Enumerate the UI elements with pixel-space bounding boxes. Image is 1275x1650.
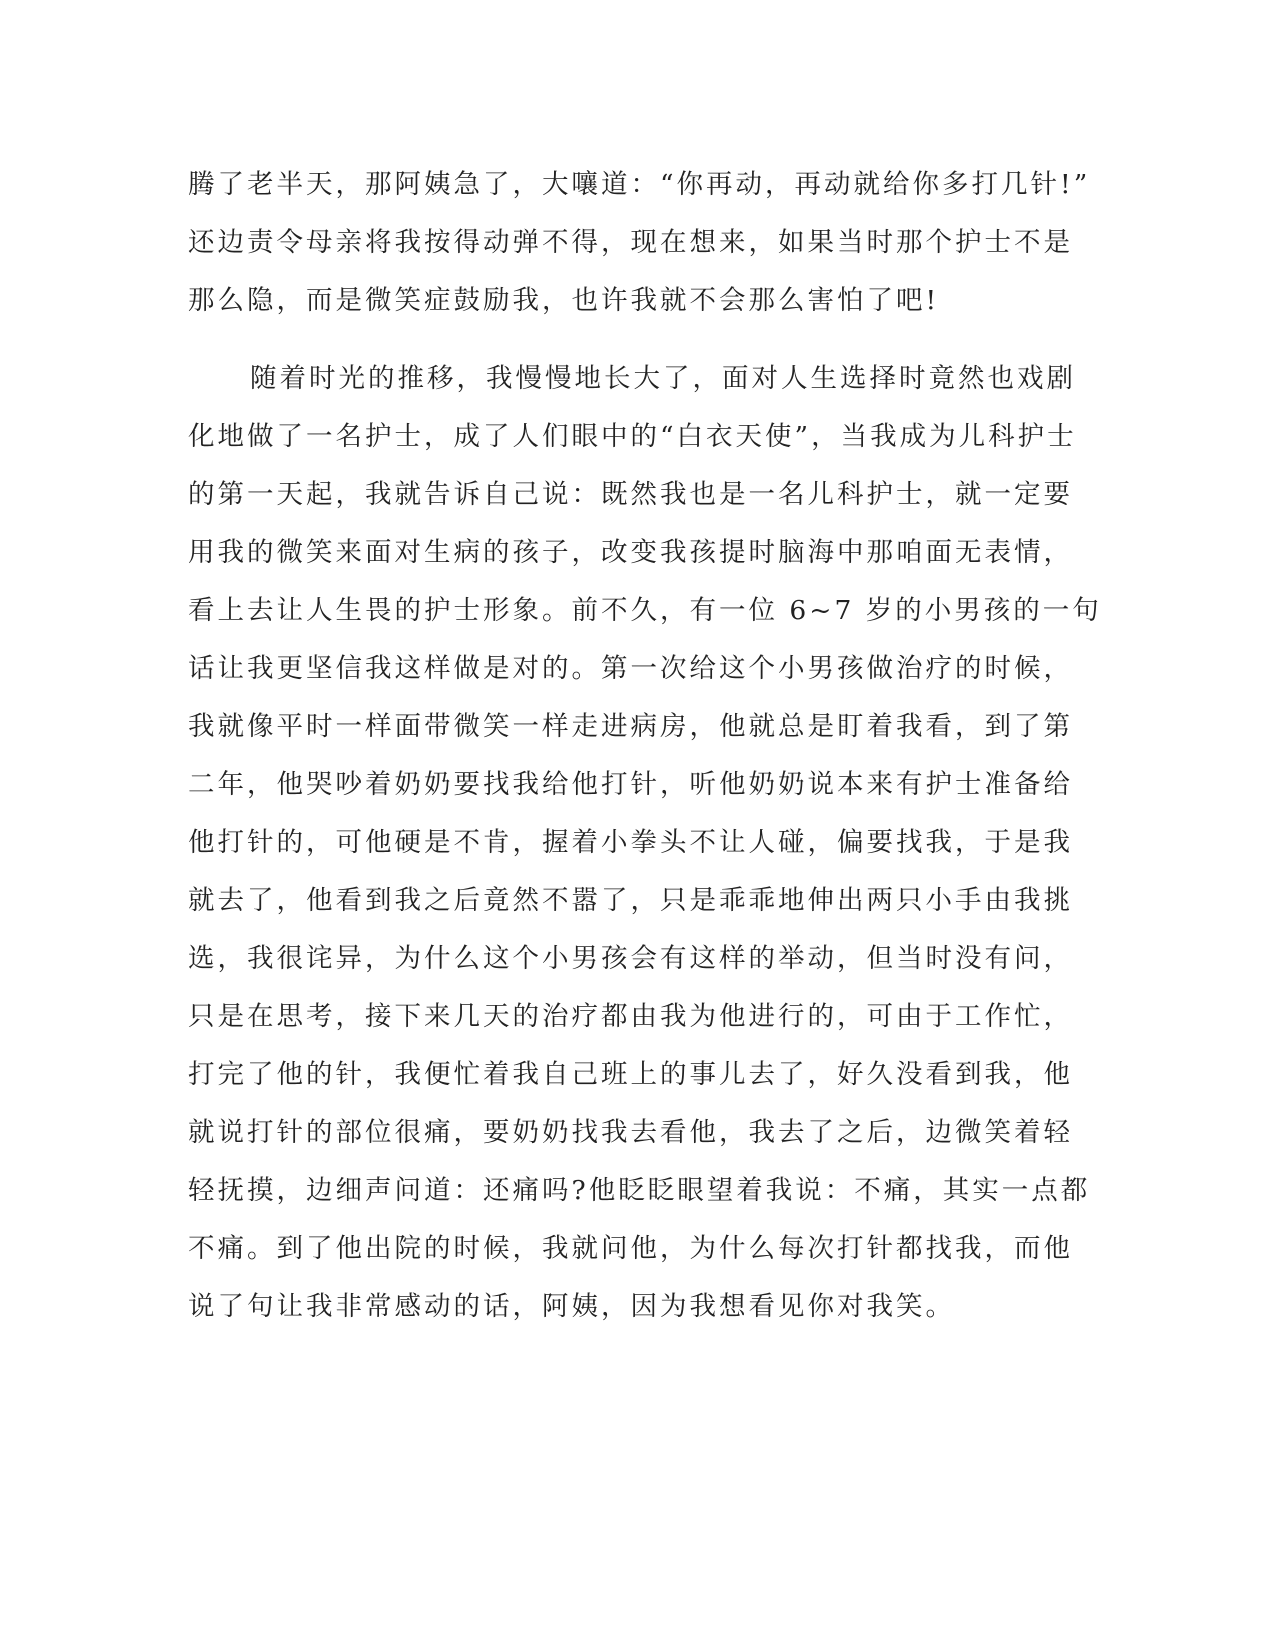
text-line: 话让我更坚信我这样做是对的。第一次给这个小男孩做治疗的时候， [188,653,1073,684]
text-line: 二年，他哭吵着奶奶要找我给他打针，听他奶奶说本来有护士准备给 [188,769,1073,800]
text-line: 用我的微笑来面对生病的孩子，改变我孩提时脑海中那咱面无表情， [188,537,1073,568]
text-line: 化地做了一名护士，成了人们眼中的“白衣天使”，当我成为儿科护士 [188,421,1077,452]
text-line: 就说打针的部位很痛，要奶奶找我去看他，我去了之后，边微笑着轻 [188,1117,1073,1148]
text-line: 看上去让人生畏的护士形象。前不久，有一位 6~7 岁的小男孩的一句 [188,595,1102,626]
text-line: 他打针的，可他硬是不肯，握着小拳头不让人碰，偏要找我，于是我 [188,827,1073,858]
text-line: 那么隐，而是微笑症鼓励我，也许我就不会那么害怕了吧! [188,285,940,316]
text-line: 的第一天起，我就告诉自己说：既然我也是一名儿科护士，就一定要 [188,479,1073,510]
text-line: 就去了，他看到我之后竟然不嚣了，只是乖乖地伸出两只小手由我挑 [188,885,1073,916]
text-line: 只是在思考，接下来几天的治疗都由我为他进行的，可由于工作忙， [188,1001,1073,1032]
text-line: 说了句让我非常感动的话，阿姨，因为我想看见你对我笑。 [188,1291,955,1322]
paragraph [188,156,1091,330]
paragraph [188,350,1102,1336]
text-line: 随着时光的推移，我慢慢地长大了，面对人生选择时竟然也戏剧 [250,363,1076,394]
text-line: 轻抚摸，边细声问道：还痛吗?他眨眨眼望着我说：不痛，其实一点都 [188,1175,1091,1206]
text-line: 我就像平时一样面带微笑一样走进病房，他就总是盯着我看，到了第 [188,711,1073,742]
text-line: 还边责令母亲将我按得动弹不得，现在想来，如果当时那个护士不是 [188,227,1073,258]
text-line: 选，我很诧异，为什么这个小男孩会有这样的举动，但当时没有问， [188,943,1073,974]
text-line: 打完了他的针，我便忙着我自己班上的事儿去了，好久没看到我，他 [188,1059,1073,1090]
text-line: 腾了老半天，那阿姨急了，大嚷道：“你再动，再动就给你多打几针!” [188,169,1091,200]
document-body [188,156,1102,1336]
text-line: 不痛。到了他出院的时候，我就问他，为什么每次打针都找我，而他 [188,1233,1073,1264]
